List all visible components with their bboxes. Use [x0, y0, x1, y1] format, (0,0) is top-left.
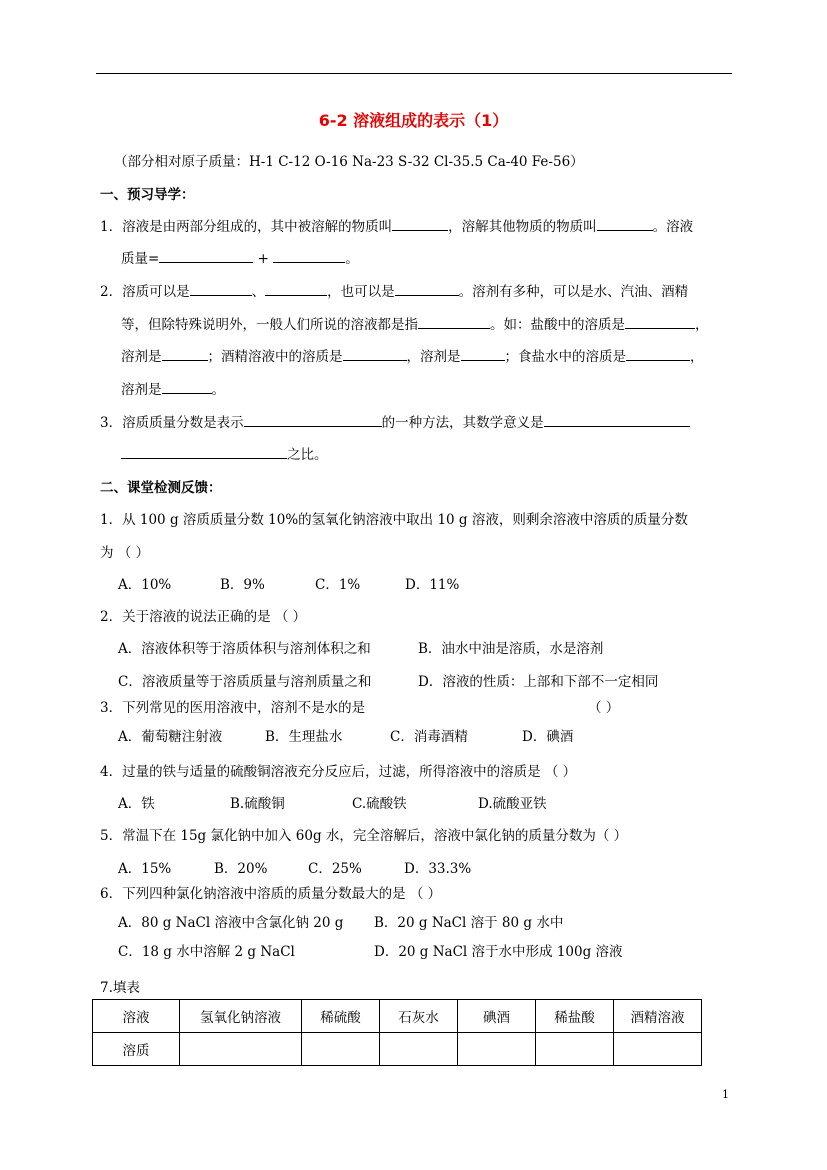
quiz-question-7: 7.填表 — [100, 980, 140, 996]
quiz-1-option[interactable]: A．10% — [118, 577, 172, 593]
section-1-heading: 一、预习导学： — [100, 187, 195, 203]
quiz-5-option[interactable]: D．33.3% — [404, 861, 472, 877]
answer-blank[interactable] — [544, 414, 690, 427]
table-row-label: 溶质 — [93, 1033, 180, 1066]
quiz-5-option[interactable]: B．20% — [214, 861, 268, 877]
section-2-heading: 二、课堂检测反馈： — [100, 480, 222, 496]
answer-blank[interactable] — [626, 348, 690, 361]
table-answer-cell[interactable] — [180, 1033, 302, 1066]
atomic-masses-note: （部分相对原子质量：H-1 C-12 O-16 Na-23 S-32 Cl-35.5 Ca-40 Fe-56） — [114, 154, 584, 170]
quiz-question-1-cont: 为 （ ） — [100, 545, 150, 561]
answer-blank[interactable] — [159, 250, 253, 263]
table-answer-cell[interactable] — [458, 1033, 536, 1066]
quiz-3-option[interactable]: A．葡萄糖注射液 — [118, 729, 223, 745]
quiz-1-option[interactable]: B．9% — [220, 577, 265, 593]
quiz-question-3: 3．下列常见的医用溶液中，溶剂不是水的是 — [100, 700, 366, 716]
header-rule — [96, 73, 732, 74]
preview-question-2-line2: 等，但除特殊说明外，一般人们所说的溶液都是指 。如：盐酸中的溶质是 ， — [121, 317, 709, 333]
quiz-3-option[interactable]: B．生理盐水 — [265, 729, 343, 745]
quiz-4-option[interactable]: B.硫酸铜 — [230, 796, 285, 812]
quiz-3-option[interactable]: D．碘酒 — [522, 729, 574, 745]
quiz-1-option[interactable]: C．1% — [315, 577, 361, 593]
quiz-question-2: 2．关于溶液的说法正确的是 （ ） — [100, 609, 307, 625]
answer-blank[interactable] — [265, 283, 327, 296]
table-answer-cell[interactable] — [536, 1033, 614, 1066]
answer-blank[interactable] — [244, 414, 382, 427]
table-header-cell: 酒精溶液 — [614, 1000, 702, 1033]
answer-blank[interactable] — [625, 316, 695, 329]
quiz-3-option[interactable]: C．消毒酒精 — [390, 729, 468, 745]
page-title: 6-2 溶液组成的表示（1） — [318, 111, 509, 130]
table-answer-cell[interactable] — [302, 1033, 380, 1066]
table-answer-cell[interactable] — [380, 1033, 458, 1066]
answer-blank[interactable] — [190, 283, 252, 296]
table-header-cell: 氢氧化钠溶液 — [180, 1000, 302, 1033]
quiz-3-answer-paren: （ ） — [588, 700, 620, 716]
answer-blank[interactable] — [597, 218, 653, 231]
quiz-question-1: 1．从 100 g 溶质质量分数 10%的氢氧化钠溶液中取出 10 g 溶液，则剩余溶液中溶质的质量分数 — [100, 512, 688, 528]
preview-question-2-line3: 溶剂是 ；酒精溶液中的溶质是 ，溶剂是 ；食盐水中的溶质是 ， — [121, 349, 704, 365]
quiz-2-option[interactable]: D．溶液的性质：上部和下部不一定相同 — [418, 674, 659, 690]
table-header-cell: 溶液 — [93, 1000, 180, 1033]
table-header-cell: 稀盐酸 — [536, 1000, 614, 1033]
preview-question-3-cont: 之比。 — [121, 443, 328, 463]
answer-blank[interactable] — [395, 283, 459, 296]
answer-blank[interactable] — [162, 381, 212, 394]
table-header-cell: 碘酒 — [458, 1000, 536, 1033]
preview-question-2: 2．溶质可以是 、 ，也可以是 。溶剂有多种，可以是水、汽油、酒精 — [100, 284, 689, 300]
answer-blank[interactable] — [418, 316, 490, 329]
quiz-5-option[interactable]: A．15% — [118, 861, 172, 877]
quiz-1-option[interactable]: D．11% — [405, 577, 460, 593]
quiz-4-option[interactable]: D.硫酸亚铁 — [478, 796, 547, 812]
quiz-2-option[interactable]: A．溶液体积等于溶质体积与溶剂体积之和 — [118, 641, 371, 657]
table-row — [93, 1033, 702, 1066]
table-answer-cell[interactable] — [614, 1033, 702, 1066]
quiz-question-5: 5．常温下在 15g 氯化钠中加入 60g 水，完全溶解后，溶液中氯化钠的质量分数为（ ） — [100, 828, 628, 844]
answer-blank[interactable] — [162, 348, 208, 361]
table-header-cell: 石灰水 — [380, 1000, 458, 1033]
quiz-5-option[interactable]: C．25% — [308, 861, 362, 877]
preview-question-1: 1．溶液是由两部分组成的，其中被溶解的物质叫 ，溶解其他物质的物质叫 。溶液 — [100, 219, 694, 235]
preview-question-2-line4: 溶剂是 。 — [121, 382, 225, 398]
answer-blank[interactable] — [392, 218, 448, 231]
quiz-4-option[interactable]: C.硫酸铁 — [352, 796, 407, 812]
quiz-6-option[interactable]: D．20 g NaCl 溶于水中形成 100g 溶液 — [374, 944, 623, 960]
quiz-4-option[interactable]: A．铁 — [118, 796, 155, 812]
answer-blank[interactable] — [343, 348, 407, 361]
preview-question-3: 3．溶质质量分数是表示 的一种方法，其数学意义是 — [100, 411, 690, 431]
quiz-2-option[interactable]: C．溶液质量等于溶质质量与溶剂质量之和 — [118, 674, 372, 690]
answer-blank[interactable] — [461, 348, 505, 361]
quiz-2-option[interactable]: B．油水中油是溶质，水是溶剂 — [418, 641, 604, 657]
preview-question-1-cont: 质量= + 。 — [121, 251, 359, 267]
answer-blank[interactable] — [273, 250, 345, 263]
table-header-row — [93, 1000, 702, 1033]
quiz-question-6: 6．下列四种氯化钠溶液中溶质的质量分数最大的是 （ ） — [100, 886, 442, 902]
quiz-6-option[interactable]: B．20 g NaCl 溶于 80 g 水中 — [374, 915, 564, 931]
quiz-question-4: 4．过量的铁与适量的硫酸铜溶液充分反应后，过滤，所得溶液中的溶质是 （ ） — [100, 764, 577, 780]
quiz-6-option[interactable]: C．18 g 水中溶解 2 g NaCl — [118, 944, 295, 960]
quiz-6-option[interactable]: A．80 g NaCl 溶液中含氯化钠 20 g — [118, 915, 344, 931]
page-number: 1 — [722, 1088, 729, 1101]
table-header-cell: 稀硫酸 — [302, 1000, 380, 1033]
answer-blank[interactable] — [121, 446, 287, 459]
fill-in-table — [92, 999, 702, 1066]
